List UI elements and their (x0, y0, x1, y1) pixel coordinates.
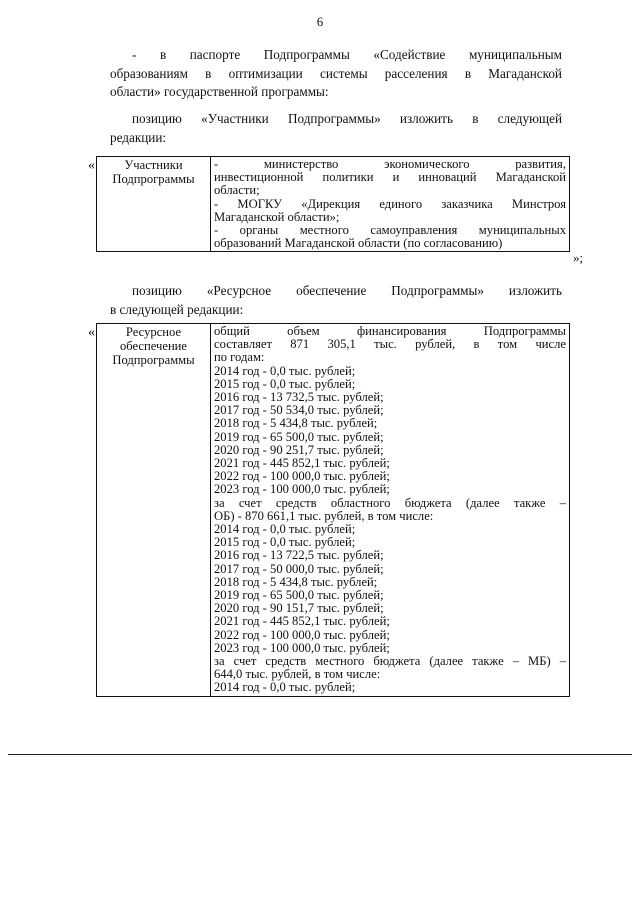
resources-line: 2017 год - 50 534,0 тыс. рублей; (214, 403, 384, 418)
participants-line: - МОГКУ «Дирекция единого заказчика Минстроя (214, 196, 566, 211)
resources-line: 2020 год - 90 251,7 тыс. рублей; (214, 442, 384, 457)
resources-value (211, 324, 570, 697)
participants-line: - министерство экономического развития, (214, 157, 566, 171)
resources-line: 2023 год - 100 000,0 тыс. рублей; (214, 482, 390, 497)
resources-line: 2017 год - 50 000,0 тыс. рублей; (214, 561, 384, 576)
resources-line: общий объем финансирования Подпрограммы (214, 324, 566, 338)
resources-instruction-line-2: в следующей редакции: (110, 301, 244, 317)
resources-line: 2014 год - 0,0 тыс. рублей; (214, 363, 356, 378)
participants-line: - органы местного самоуправления муниципальных (214, 223, 566, 238)
resources-label: Ресурсное обеспечение Подпрограммы (97, 324, 211, 697)
intro-line-3: области» государственной программы: (110, 84, 329, 99)
resources-line: 2021 год - 445 852,1 тыс. рублей; (214, 614, 390, 629)
page-number: 6 (316, 14, 324, 29)
participants-table (96, 156, 570, 252)
participants-line: Магаданской области»; (214, 209, 340, 224)
intro-line-1: - в паспорте Подпрограммы «Содействие муниципальным (132, 47, 562, 62)
participants-instruction-line-1: позицию «Участники Подпрограммы» изложить в следующей (132, 111, 562, 126)
resources-line: за счет средств областного бюджета (далее также – (214, 495, 566, 510)
opening-quote-2: « (88, 325, 95, 340)
resources-table (96, 323, 570, 697)
participants-value (211, 157, 570, 252)
resources-line: 2022 год - 100 000,0 тыс. рублей; (214, 627, 390, 642)
resources-line: 2016 год - 13 722,5 тыс. рублей; (214, 548, 384, 563)
resources-line: 2015 год - 0,0 тыс. рублей; (214, 535, 356, 550)
resources-line: за счет средств местного бюджета (далее также – МБ) – (214, 654, 566, 669)
closing-quote-1: »; (573, 250, 584, 265)
resources-line: 2020 год - 90 151,7 тыс. рублей; (214, 601, 384, 616)
resources-line: составляет 871 305,1 тыс. рублей, в том числе (214, 337, 566, 352)
resources-line: 2015 год - 0,0 тыс. рублей; (214, 376, 356, 391)
resources-line: 2014 год - 0,0 тыс. рублей; (214, 522, 356, 537)
bottom-rule (8, 754, 632, 755)
resources-line: 644,0 тыс. рублей, в том числе: (214, 667, 381, 682)
participants-line: области; (214, 183, 260, 198)
participants-lines (214, 158, 566, 250)
opening-quote-1: « (88, 158, 95, 173)
intro-paragraph (110, 46, 562, 102)
participants-line: образований Магаданской области (по согласованию) (214, 236, 503, 251)
resources-lines (214, 325, 566, 695)
participants-instruction (110, 110, 562, 147)
resources-instruction-line-1: позицию «Ресурсное обеспечение Подпрограммы» изложить (132, 283, 562, 298)
resources-line: 2018 год - 5 434,8 тыс. рублей; (214, 574, 378, 589)
resources-line: 2019 год - 65 500,0 тыс. рублей; (214, 588, 384, 603)
resources-instruction (110, 282, 562, 319)
resources-line: 2018 год - 5 434,8 тыс. рублей; (214, 416, 378, 431)
participants-line: инвестиционной политики и инноваций Магаданской (214, 170, 566, 185)
resources-line: ОБ) - 870 661,1 тыс. рублей, в том числе: (214, 508, 434, 523)
resources-line: по годам: (214, 350, 265, 365)
participants-label: Участники Подпрограммы (97, 157, 211, 252)
resources-line: 2023 год - 100 000,0 тыс. рублей; (214, 640, 390, 655)
resources-line: 2014 год - 0,0 тыс. рублей; (214, 680, 356, 695)
resources-line: 2022 год - 100 000,0 тыс. рублей; (214, 469, 390, 484)
resources-line: 2019 год - 65 500,0 тыс. рублей; (214, 429, 384, 444)
resources-line: 2016 год - 13 732,5 тыс. рублей; (214, 390, 384, 405)
participants-instruction-line-2: редакции: (110, 129, 167, 145)
intro-line-2: образованиям в оптимизации системы расселения в Магаданской (110, 65, 562, 81)
resources-line: 2021 год - 445 852,1 тыс. рублей; (214, 456, 390, 471)
